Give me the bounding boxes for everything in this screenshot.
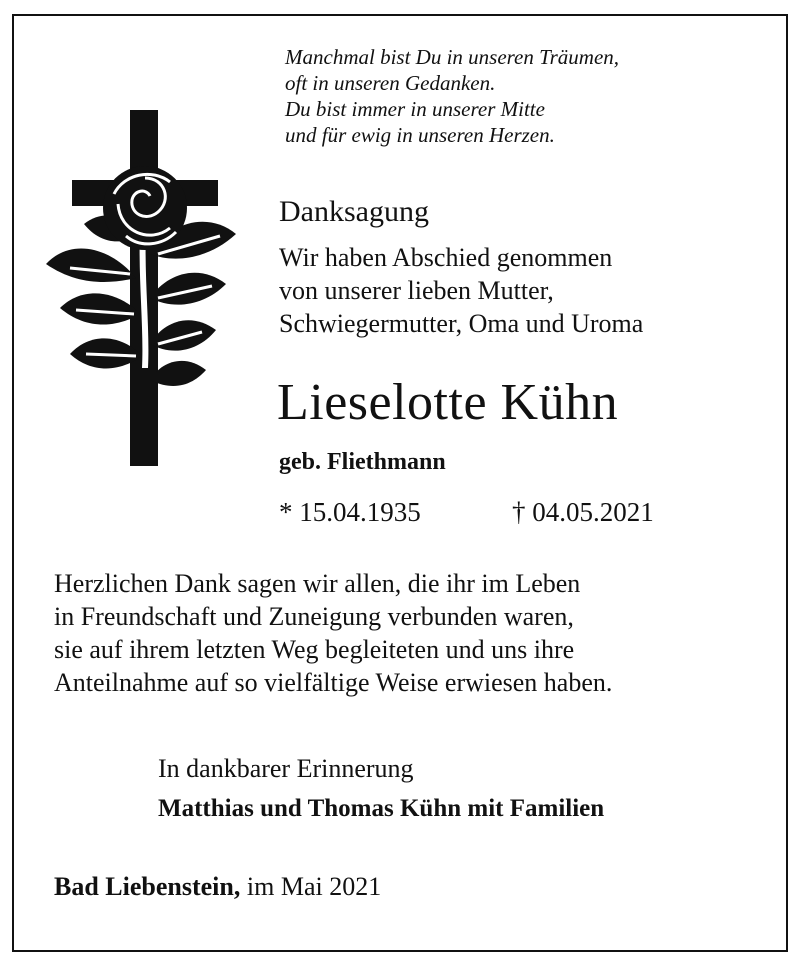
life-dates [279,494,654,530]
family-signature: Matthias und Thomas Kühn mit Familien [158,795,605,822]
deceased-name: Lieselotte Kühn [277,374,619,431]
notice-date: im Mai 2021 [246,872,382,901]
thanks-line: in Freundschaft und Zuneigung verbunden waren, [54,602,574,631]
thanks-line: sie auf ihrem letzten Weg begleiteten und uns ihre [54,635,575,664]
verse-line: Manchmal bist Du in unseren Träumen, [285,45,620,69]
thanks-paragraph [54,567,774,699]
place-date-line [54,870,381,904]
verse-line: und für ewig in unseren Herzen. [285,123,555,147]
memory-line: In dankbarer Erinnerung [158,754,414,783]
death-date: † 04.05.2021 [512,497,654,527]
intro-line: Wir haben Abschied genommen [279,243,613,272]
maiden-name: geb. Fliethmann [279,449,446,475]
thanks-line: Anteilnahme auf so vielfältige Weise erwiesen haben. [54,668,613,697]
birth-date: * 15.04.1935 [279,497,421,527]
thanks-line: Herzlichen Dank sagen wir allen, die ihr im Leben [54,569,581,598]
notice-heading: Danksagung [279,195,429,228]
place-name: Bad Liebenstein, [54,872,241,901]
intro-line: Schwiegermutter, Oma und Uroma [279,309,644,338]
notice-intro [279,241,749,340]
memorial-verse [285,44,745,148]
cross-with-rose-icon [40,108,240,470]
intro-line: von unserer lieben Mutter, [279,276,554,305]
verse-line: Du bist immer in unserer Mitte [285,97,545,121]
verse-line: oft in unseren Gedanken. [285,71,496,95]
